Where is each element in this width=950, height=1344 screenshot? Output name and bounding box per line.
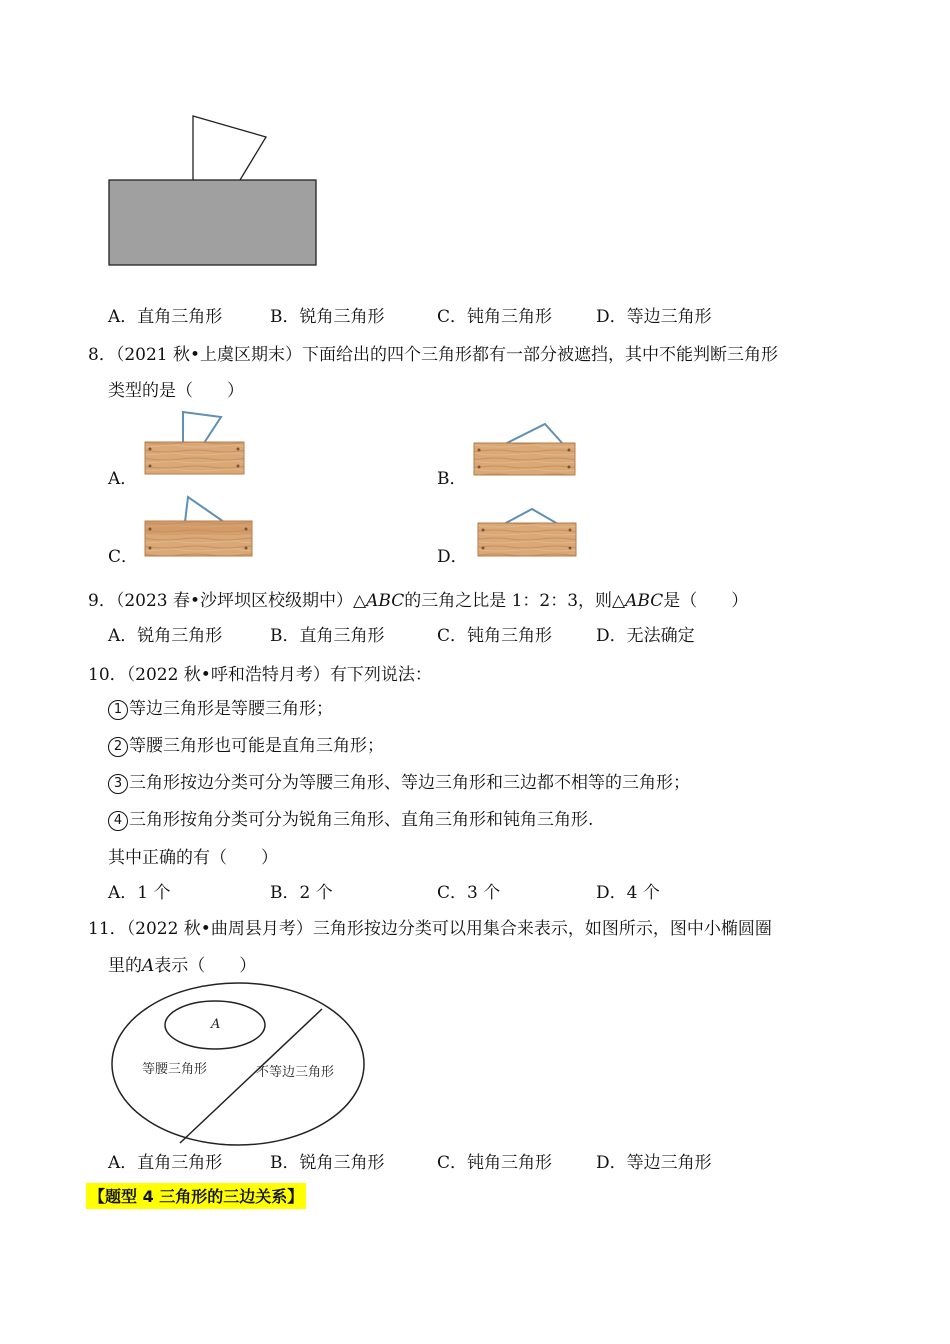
q10-option-c[interactable]: C．3 个 <box>437 883 501 903</box>
q8-stem-line2: 类型的是（ ） <box>108 381 244 401</box>
q7-option-a[interactable]: A．直角三角形 <box>108 307 223 327</box>
q8-stem-line1: 8．（2021 秋•上虞区期末）下面给出的四个三角形都有一部分被遮挡，其中不能判断三角形 <box>88 345 779 365</box>
left-label: 等腰三角形 <box>142 1062 208 1077</box>
circled-number-4: 4 <box>108 811 128 831</box>
circled-number-3: 3 <box>108 774 128 794</box>
q10-option-a[interactable]: A．1 个 <box>108 883 171 903</box>
q7-option-c[interactable]: C．钝角三角形 <box>437 307 553 327</box>
q10-option-d[interactable]: D．4 个 <box>596 883 660 903</box>
q11-option-d[interactable]: D．等边三角形 <box>596 1153 712 1173</box>
q7-option-d[interactable]: D．等边三角形 <box>596 307 712 327</box>
q11-option-c[interactable]: C．钝角三角形 <box>437 1153 553 1173</box>
q10-item-1: 1 等边三角形是等腰三角形； <box>108 694 333 720</box>
circled-number-1: 1 <box>108 700 128 720</box>
q10-option-b[interactable]: B．2 个 <box>270 883 333 903</box>
q10-stem: 10．（2022 秋•呼和浩特月考）有下列说法： <box>88 665 432 685</box>
q9-option-b[interactable]: B．直角三角形 <box>270 626 385 646</box>
q9-stem: 9．（2023 春•沙坪坝区校级期中）△ABC的三角之比是 1：2：3，则△ABC是（ ） <box>88 591 749 611</box>
q10-item-3: 3 三角形按边分类可分为等腰三角形、等边三角形和三边都不相等的三角形； <box>108 768 690 794</box>
q9-option-d[interactable]: D．无法确定 <box>596 626 695 646</box>
q8-option-c-label[interactable]: C． <box>108 547 139 567</box>
inner-label-a: A <box>211 1017 221 1032</box>
q9-option-a[interactable]: A．锐角三角形 <box>108 626 223 646</box>
q10-item-2: 2 等腰三角形也可能是直角三角形； <box>108 731 384 757</box>
q8-option-d-label[interactable]: D． <box>437 547 468 567</box>
circled-number-2: 2 <box>108 737 128 757</box>
section-header: 【题型 4 三角形的三边关系】 <box>86 1183 306 1209</box>
q10-question: 其中正确的有（ ） <box>108 848 278 868</box>
q7-option-b[interactable]: B．锐角三角形 <box>270 307 385 327</box>
q8-option-a-label[interactable]: A． <box>108 469 138 489</box>
q11-stem-line2: 里的A表示（ ） <box>108 956 257 976</box>
right-label: 不等边三角形 <box>256 1065 335 1080</box>
q8-option-b-label[interactable]: B． <box>437 469 467 489</box>
q11-option-a[interactable]: A．直角三角形 <box>108 1153 223 1173</box>
q11-option-b[interactable]: B．锐角三角形 <box>270 1153 385 1173</box>
q9-option-c[interactable]: C．钝角三角形 <box>437 626 553 646</box>
q10-item-4: 4 三角形按角分类可分为锐角三角形、直角三角形和钝角三角形. <box>108 805 593 831</box>
q11-stem-line1: 11．（2022 秋•曲周县月考）三角形按边分类可以用集合来表示，如图所示，图中小椭圆圈 <box>88 919 772 939</box>
